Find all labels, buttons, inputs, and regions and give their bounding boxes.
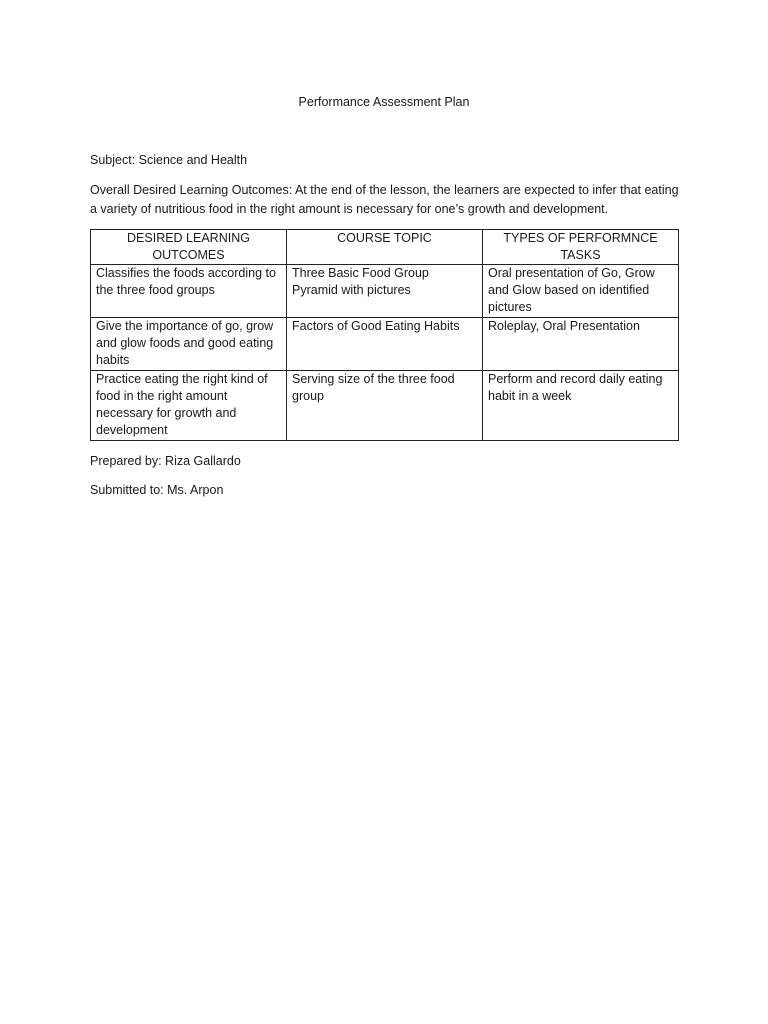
table-row	[91, 318, 679, 371]
assessment-plan-table	[90, 229, 679, 441]
subject-line: Subject: Science and Health	[90, 153, 248, 167]
table-cell-task: Oral presentation of Go, Grow and Glow based on identified pictures	[483, 265, 679, 318]
table-cell-outcome: Give the importance of go, grow and glow foods and good eating habits	[91, 318, 287, 371]
table-row	[91, 265, 679, 318]
table-cell-topic: Three Basic Food Group Pyramid with pictures	[287, 265, 483, 318]
submitted-to-line: Submitted to: Ms. Arpon	[90, 483, 224, 497]
table-row	[91, 371, 679, 441]
table-header-row	[91, 230, 679, 265]
document-title: Performance Assessment Plan	[298, 95, 470, 109]
table-cell-topic: Serving size of the three food group	[287, 371, 483, 441]
overall-outcomes-paragraph: Overall Desired Learning Outcomes: At the end of the lesson, the learners are expected to infer that eating a variety of nutritious food in the right amount is necessary for one’s growth and development.	[90, 183, 679, 216]
table-cell-topic: Factors of Good Eating Habits	[287, 318, 483, 371]
prepared-by-line: Prepared by: Riza Gallardo	[90, 454, 241, 468]
table-cell-task: Perform and record daily eating habit in a week	[483, 371, 679, 441]
table-cell-task: Roleplay, Oral Presentation	[483, 318, 679, 371]
header-desired-learning-outcomes: DESIRED LEARNING OUTCOMES	[91, 230, 287, 265]
table-cell-outcome: Classifies the foods according to the three food groups	[91, 265, 287, 318]
table-cell-outcome: Practice eating the right kind of food in the right amount necessary for growth and development	[91, 371, 287, 441]
header-performance-tasks: TYPES OF PERFORMNCE TASKS	[483, 230, 679, 265]
header-course-topic: COURSE TOPIC	[287, 230, 483, 265]
